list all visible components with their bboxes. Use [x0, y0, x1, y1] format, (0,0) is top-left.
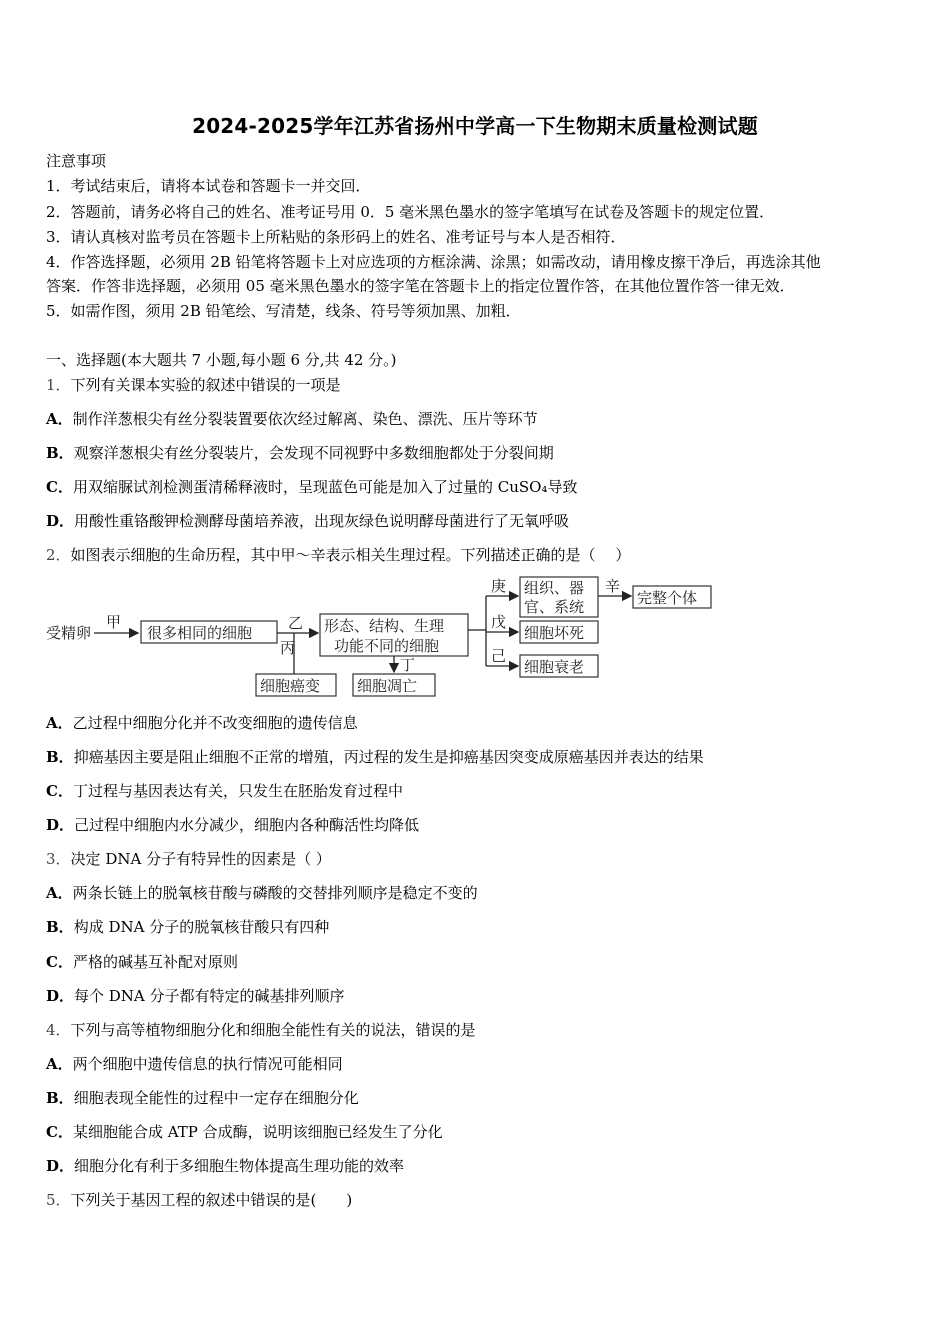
option-2c [46, 781, 403, 801]
option-1a [46, 409, 538, 429]
process-ding-label: 丁 [400, 656, 416, 674]
page-title: 2024-2025学年江苏省扬州中学高一下生物期末质量检测试题 [192, 114, 758, 138]
option-letter: A． [46, 714, 73, 732]
option-letter: C． [46, 782, 73, 800]
fertilized-egg-label: 受精卵 [46, 624, 92, 642]
notice-item: 4．作答选择题，必须用 2B 铅笔将答题卡上对应选项的方框涂满、涂黑；如需改动，请用橡皮擦干净后，再选涂其他 [46, 253, 821, 271]
process-xin-label: 辛 [605, 577, 621, 595]
question-2 [46, 545, 630, 565]
option-letter: B． [46, 748, 74, 766]
cell-apoptosis-label: 细胞凋亡 [357, 677, 418, 695]
option-1c [46, 477, 577, 497]
option-letter: D． [46, 1157, 75, 1175]
many-identical-cells-label: 很多相同的细胞 [147, 624, 253, 642]
notice-item: 3．请认真核对监考员在答题卡上所粘贴的条形码上的姓名、准考证号与本人是否相符． [46, 228, 626, 246]
question-3 [46, 849, 331, 869]
option-3c [46, 952, 238, 972]
notice-item: 2．答题前，请务必将自己的姓名、准考证号用 0．5 毫米黑色墨水的签字笔填写在试卷及答题卡的规定位置． [46, 203, 775, 221]
option-letter: B． [46, 444, 74, 462]
notice-heading: 注意事项 [46, 152, 107, 170]
section-heading: 一、选择题(本大题共 7 小题,每小题 6 分,共 42 分。) [46, 351, 397, 369]
option-2b [46, 747, 704, 767]
option-4b [46, 1088, 359, 1108]
option-1d [46, 511, 569, 531]
option-text: 丁过程与基因表达有关，只发生在胚胎发育过程中 [72, 782, 403, 800]
question-number: 2． [46, 546, 71, 564]
option-text: 每个 DNA 分子都有特定的碱基排列顺序 [74, 987, 345, 1005]
option-text: 乙过程中细胞分化并不改变细胞的遗传信息 [72, 714, 358, 732]
option-2a [46, 713, 358, 733]
option-text: 用酸性重铬酸钾检测酵母菌培养液，出现灰绿色说明酵母菌进行了无氧呼吸 [74, 512, 570, 530]
option-text: 用双缩脲试剂检测蛋清稀释液时，呈现蓝色可能是加入了过量的 CuSO₄导致 [72, 478, 578, 496]
option-text: 严格的碱基互补配对原则 [72, 953, 238, 971]
notice-item: 答案．作答非选择题，必须用 05 毫米黑色墨水的签字笔在答题卡上的指定位置作答，在其他位置作答一律无效． [46, 277, 795, 295]
question-number: 3． [46, 850, 71, 868]
tissue-organ-line2: 官、系统 [524, 598, 585, 616]
cell-necrosis-label: 细胞坏死 [524, 624, 585, 642]
differentiated-cells-line2: 功能不同的细胞 [334, 637, 440, 655]
option-text: 观察洋葱根尖有丝分裂装片，会发现不同视野中多数细胞都处于分裂间期 [73, 444, 554, 462]
question-1 [46, 375, 341, 395]
option-letter: A． [46, 1055, 73, 1073]
option-text: 某细胞能合成 ATP 合成酶，说明该细胞已经发生了分化 [72, 1123, 443, 1141]
question-4 [46, 1020, 476, 1040]
process-ji-label: 己 [491, 647, 507, 665]
cell-life-history-diagram [44, 574, 724, 702]
option-letter: D． [46, 816, 75, 834]
question-stem: 下列关于基因工程的叙述中错误的是( ) [70, 1191, 353, 1209]
option-text: 两个细胞中遗传信息的执行情况可能相同 [72, 1055, 343, 1073]
option-letter: C． [46, 1123, 73, 1141]
complete-individual-label: 完整个体 [637, 589, 698, 607]
process-bing-label: 丙 [280, 639, 296, 657]
question-number: 1． [46, 376, 71, 394]
option-4c [46, 1122, 443, 1142]
option-letter: B． [46, 1089, 74, 1107]
process-jia-label: 甲 [106, 613, 122, 631]
question-number: 4． [46, 1021, 71, 1039]
question-5 [46, 1190, 352, 1210]
option-letter: B． [46, 918, 74, 936]
option-text: 己过程中细胞内水分减少，细胞内各种酶活性均降低 [74, 816, 420, 834]
option-4a [46, 1054, 343, 1074]
question-stem: 下列有关课本实验的叙述中错误的一项是 [70, 376, 341, 394]
option-2d [46, 815, 419, 835]
question-number: 5． [46, 1191, 71, 1209]
notice-item: 1．考试结束后，请将本试卷和答题卡一并交回． [46, 177, 371, 195]
tissue-organ-line1: 组织、器 [524, 579, 585, 597]
option-letter: A． [46, 884, 73, 902]
option-letter: D． [46, 512, 75, 530]
process-geng-label: 庚 [491, 577, 507, 595]
process-wu-label: 戊 [491, 613, 507, 631]
option-text: 两条长链上的脱氧核苷酸与磷酸的交替排列顺序是稳定不变的 [72, 884, 478, 902]
option-text: 细胞分化有利于多细胞生物体提高生理功能的效率 [74, 1157, 405, 1175]
option-3d [46, 986, 345, 1006]
option-letter: C． [46, 478, 73, 496]
option-3a [46, 883, 478, 903]
option-letter: D． [46, 987, 75, 1005]
option-text: 抑癌基因主要是阻止细胞不正常的增殖，丙过程的发生是抑癌基因突变成原癌基因并表达的结果 [73, 748, 704, 766]
option-text: 细胞表现全能性的过程中一定存在细胞分化 [73, 1089, 359, 1107]
notice-item: 5．如需作图，须用 2B 铅笔绘、写清楚，线条、符号等须加黑、加粗． [46, 302, 521, 320]
option-4d [46, 1156, 404, 1176]
option-letter: A． [46, 410, 73, 428]
option-1b [46, 443, 554, 463]
differentiated-cells-line1: 形态、结构、生理 [324, 617, 445, 635]
cell-cancer-label: 细胞癌变 [260, 677, 321, 695]
process-yi-label: 乙 [288, 614, 304, 632]
question-stem: 下列与高等植物细胞分化和细胞全能性有关的说法，错误的是 [70, 1021, 476, 1039]
option-text: 制作洋葱根尖有丝分裂装置要依次经过解离、染色、漂洗、压片等环节 [72, 410, 538, 428]
cell-senescence-label: 细胞衰老 [524, 658, 585, 676]
option-letter: C． [46, 953, 73, 971]
question-stem: 决定 DNA 分子有特异性的因素是（ ） [70, 850, 331, 868]
option-text: 构成 DNA 分子的脱氧核苷酸只有四种 [73, 918, 330, 936]
option-3b [46, 917, 329, 937]
question-stem: 如图表示细胞的生命历程，其中甲～辛表示相关生理过程。下列描述正确的是（ ） [70, 546, 631, 564]
